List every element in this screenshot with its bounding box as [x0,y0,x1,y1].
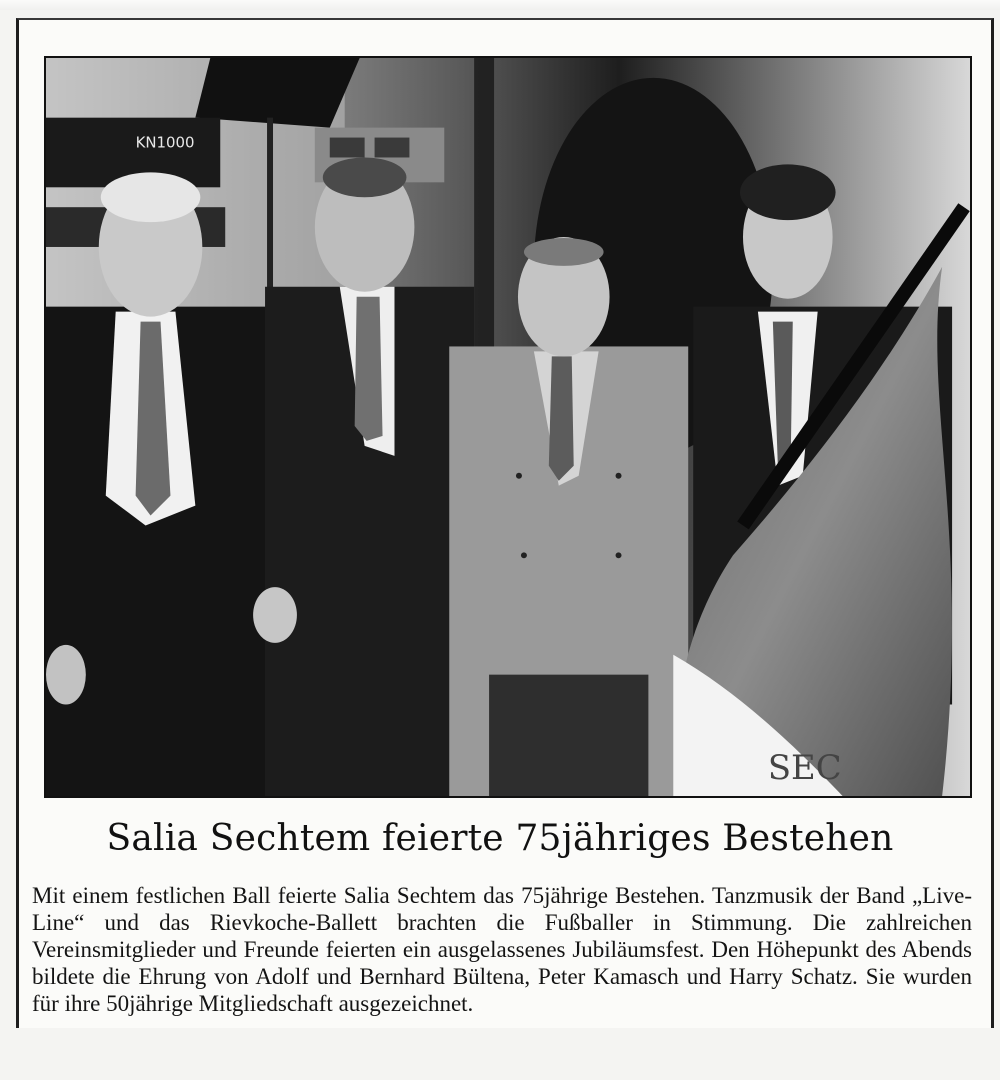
article-body: Mit einem festlichen Ball feierte Salia Sechtem das 75jährige Bestehen. Tanzmusik der Band „Live-Line“ und das Rievkoche-Ballett brachten die Fußballer in Stimmung. Die zahlreichen Vereinsmitglieder und Freunde feierten ein ausgelassenes Jubiläumsfest. Den Höhepunkt des Abends bildete die Ehrung von Adolf und Bernhard Bültena, Peter Kamasch und Harry Schatz. Sie wurden für ihre 50jährige Mitgliedschaft ausgezeichnet. [32,883,972,1016]
article-headline: Salia Sechtem feierte 75jähriges Bestehen [106,818,894,859]
clipping-cut-edge [14,1028,998,1052]
article-photo [44,56,972,798]
flag-text: SEC [767,748,842,788]
scan-edge [0,0,1000,10]
equipment-label: KN1000 [135,133,195,152]
photo-illustration [46,58,970,796]
